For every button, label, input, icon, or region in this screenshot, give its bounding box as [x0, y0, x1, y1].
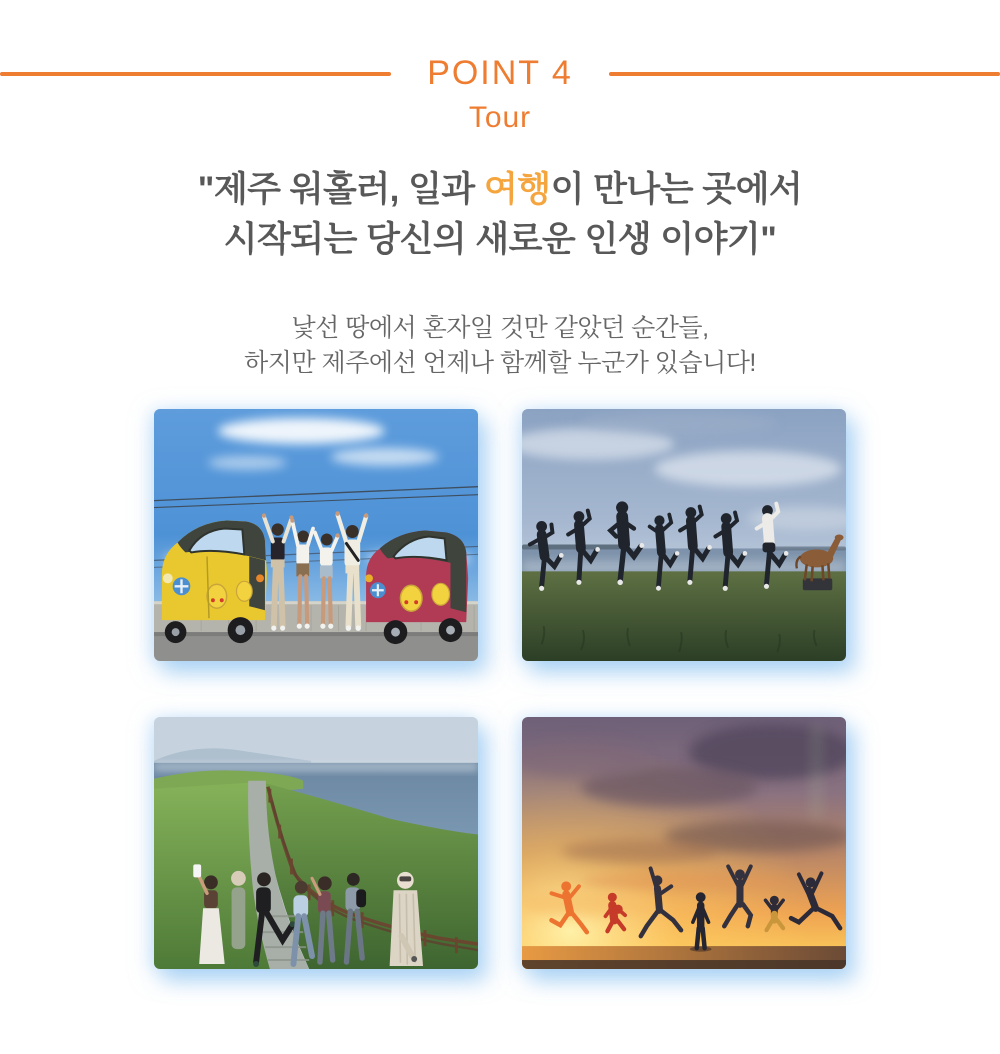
photo-pikachu-mini-cars	[154, 409, 478, 661]
headline-line1-pre: "제주 워홀러, 일과	[197, 170, 484, 209]
point-divider	[0, 54, 1000, 93]
divider-line-left	[0, 72, 391, 76]
pikachu-mini-cars-illustration	[154, 409, 478, 661]
subtitle-line1: 낯선 땅에서 혼자일 것만 같았던 순간들,	[291, 314, 709, 342]
promo-card	[0, 54, 1000, 1054]
headline	[0, 165, 1000, 265]
subtitle	[0, 311, 1000, 381]
section-label: Tour	[468, 101, 532, 134]
sunset-beach-jump-illustration	[522, 717, 846, 969]
photo-seaside-group-pose	[522, 409, 846, 661]
seaside-group-pose-illustration	[522, 409, 846, 661]
point-label: POINT 4	[427, 54, 573, 92]
photo-sunset-beach-jump	[522, 717, 846, 969]
photo-cliff-path-walk	[154, 717, 478, 969]
divider-line-right	[609, 72, 1000, 76]
headline-line2: 시작되는 당신의 새로운 인생 이야기"	[223, 220, 777, 259]
headline-line1-post: 이 만나는 곳에서	[550, 170, 803, 209]
subtitle-line2: 하지만 제주에선 언제나 함께할 누군가 있습니다!	[244, 349, 756, 377]
photo-grid	[154, 409, 846, 969]
headline-line1	[0, 165, 1000, 215]
headline-line1-highlight: 여행	[483, 170, 551, 209]
cliff-path-walk-illustration	[154, 717, 478, 969]
